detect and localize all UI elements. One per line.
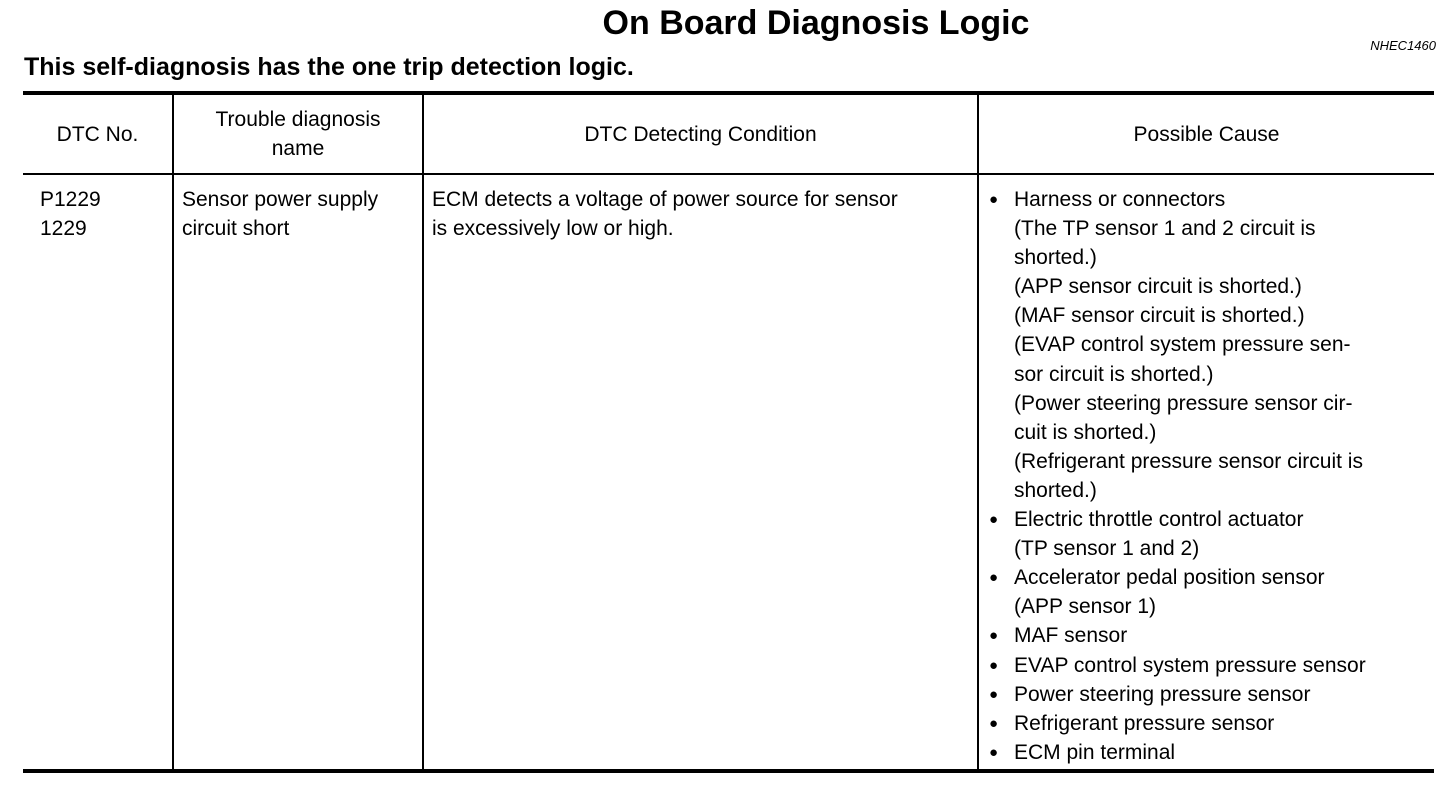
cause-bullet-row — [989, 680, 1426, 709]
cause-label: Accelerator pedal position sensor — [1014, 566, 1325, 590]
list-item — [989, 738, 1426, 767]
header-dtc-no-label: DTC No. — [56, 122, 139, 146]
cell-dtc-no — [23, 174, 173, 771]
header-possible-cause — [978, 93, 1434, 174]
page-title: On Board Diagnosis Logic — [602, 4, 1030, 42]
dtc-code-secondary: 1229 — [40, 217, 87, 241]
header-detecting-condition — [423, 93, 978, 174]
cause-detail: (EVAP control system pressure sen- — [1014, 333, 1351, 357]
cause-detail: (APP sensor 1) — [1014, 595, 1157, 619]
header-dtc-no — [23, 93, 173, 174]
cause-detail: sor circuit is shorted.) — [1014, 362, 1214, 386]
cause-label: Power steering pressure sensor — [1014, 682, 1311, 706]
list-item — [989, 563, 1426, 621]
diagnosis-table-container — [23, 91, 1434, 773]
cause-detail: (Refrigerant pressure sensor circuit is — [1014, 449, 1363, 473]
cause-label: Refrigerant pressure sensor — [1014, 711, 1275, 735]
bullet-icon: ● — [989, 656, 999, 674]
table-header-row — [23, 93, 1434, 174]
header-name-line1: Trouble diagnosis — [215, 108, 381, 131]
cause-label: ECM pin terminal — [1014, 740, 1176, 764]
diagnosis-table — [23, 91, 1434, 773]
list-item — [989, 651, 1426, 680]
bullet-icon: ● — [989, 743, 999, 761]
cause-detail: (The TP sensor 1 and 2 circuit is — [1014, 217, 1316, 241]
cause-bullet-row — [989, 185, 1426, 214]
cause-bullet-row — [989, 738, 1426, 767]
list-item — [989, 185, 1426, 505]
cause-bullet-row — [989, 563, 1426, 592]
dtc-code-primary: P1229 — [40, 188, 101, 211]
header-condition-label: DTC Detecting Condition — [584, 122, 817, 146]
cause-label: Harness or connectors — [1014, 188, 1226, 211]
bullet-icon: ● — [989, 191, 999, 208]
trouble-name-line2: circuit short — [182, 217, 290, 241]
cell-detecting-condition — [423, 174, 978, 771]
cause-bullet-row — [989, 709, 1426, 738]
cause-detail: (Power steering pressure sensor cir- — [1014, 391, 1353, 415]
cause-detail: (APP sensor circuit is shorted.) — [1014, 275, 1302, 299]
cause-bullet-row — [989, 651, 1426, 680]
list-item — [989, 621, 1426, 650]
header-trouble-diagnosis-name — [173, 93, 423, 174]
cause-detail: (TP sensor 1 and 2) — [1014, 537, 1200, 561]
bullet-icon: ● — [989, 511, 999, 529]
document-code: NHEC1460 — [1370, 38, 1436, 53]
condition-line1: ECM detects a voltage of power source for sensor — [432, 188, 898, 211]
cause-detail: (MAF sensor circuit is shorted.) — [1014, 304, 1305, 328]
cause-detail: shorted.) — [1014, 478, 1097, 502]
cause-bullet-row — [989, 621, 1426, 650]
cell-possible-cause — [978, 174, 1434, 771]
possible-cause-list — [989, 185, 1426, 767]
cause-label: MAF sensor — [1014, 624, 1128, 648]
list-item — [989, 505, 1426, 563]
bullet-icon: ● — [989, 685, 999, 703]
bullet-icon: ● — [989, 714, 999, 732]
condition-line2: is excessively low or high. — [432, 217, 674, 241]
bullet-icon: ● — [989, 569, 999, 587]
trouble-name-line1: Sensor power supply — [182, 188, 379, 211]
cause-detail: shorted.) — [1014, 246, 1097, 270]
bullet-icon: ● — [989, 627, 999, 645]
page-subtitle: This self-diagnosis has the one trip detection logic. — [24, 53, 634, 81]
cause-label: EVAP control system pressure sensor — [1014, 653, 1366, 677]
header-name-line2: name — [271, 137, 325, 160]
list-item — [989, 680, 1426, 709]
cause-detail: cuit is shorted.) — [1014, 420, 1157, 444]
list-item — [989, 709, 1426, 738]
cell-trouble-name — [173, 174, 423, 771]
cause-bullet-row — [989, 505, 1426, 534]
table-row — [23, 174, 1434, 771]
header-cause-label: Possible Cause — [1133, 122, 1280, 146]
cause-label: Electric throttle control actuator — [1014, 508, 1304, 532]
